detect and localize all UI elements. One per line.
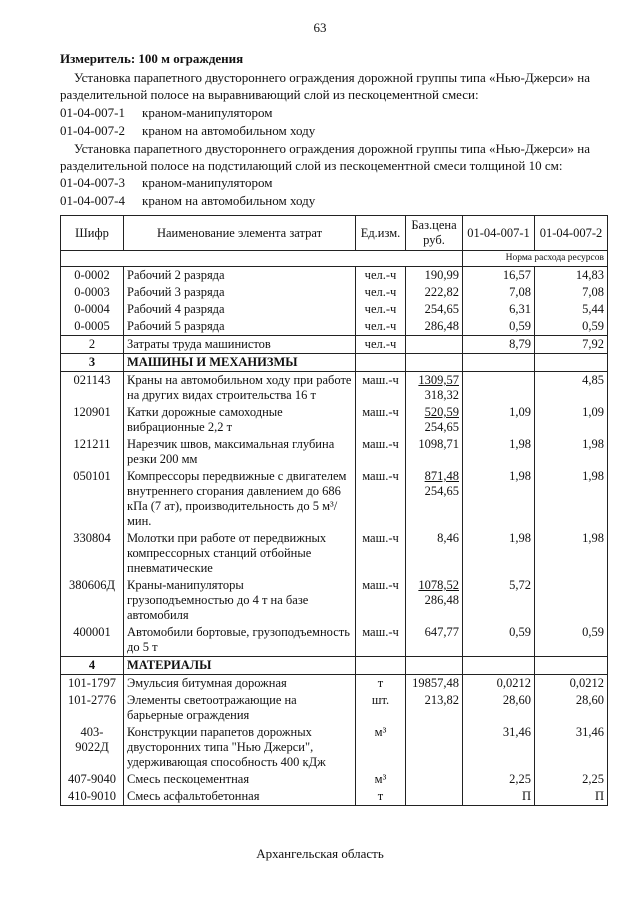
item-code: 01-04-007-1 bbox=[60, 105, 125, 120]
table-row bbox=[61, 436, 608, 468]
cell-unit: чел.-ч bbox=[356, 336, 406, 354]
cell-name: Катки дорожные самоходные вибрационные 2,2 т bbox=[124, 404, 356, 436]
section-row bbox=[61, 354, 608, 372]
cell-name: Рабочий 4 разряда bbox=[124, 301, 356, 318]
cell-unit: маш.-ч bbox=[356, 577, 406, 624]
header-name: Наименование элемента затрат bbox=[124, 216, 356, 251]
cell-unit: маш.-ч bbox=[356, 436, 406, 468]
cell-name: Компрессоры передвижные с двигателем внутреннего сгорания давлением до 686 кПа (7 ат), производительность до 5 м³/мин. bbox=[124, 468, 356, 530]
cell-value-1: 1,98 bbox=[463, 530, 535, 577]
cell-name: Краны-манипуляторы грузоподъемностью до 4 т на базе автомобиля bbox=[124, 577, 356, 624]
price-value: 286,48 bbox=[424, 319, 459, 333]
cell-code: 120901 bbox=[61, 404, 124, 436]
cell-price bbox=[406, 318, 463, 336]
table-row bbox=[61, 468, 608, 530]
cell-price bbox=[406, 301, 463, 318]
item-1-1 bbox=[60, 105, 273, 121]
cell-value-2: 0,59 bbox=[535, 318, 608, 336]
cell-code: 400001 bbox=[61, 624, 124, 657]
header-unit: Ед.изм. bbox=[356, 216, 406, 251]
price-value: 213,82 bbox=[424, 693, 459, 707]
cell-unit: чел.-ч bbox=[356, 318, 406, 336]
cell-price bbox=[406, 724, 463, 771]
item-2-2 bbox=[60, 193, 315, 209]
table-header-row bbox=[61, 216, 608, 251]
cell-code: 403-9022Д bbox=[61, 724, 124, 771]
price-value: 871,48 bbox=[424, 469, 459, 483]
norm-label: Норма расхода ресурсов bbox=[463, 251, 608, 267]
cell-code: 330804 bbox=[61, 530, 124, 577]
cell-price bbox=[406, 336, 463, 354]
cell-unit: т bbox=[356, 788, 406, 806]
description-1: Установка парапетного двустороннего ограждения дорожной группы типа «Нью-Джерси» на разделительной полосе на выравнивающий слой из пескоцементной смеси: bbox=[60, 70, 590, 102]
table-row bbox=[61, 404, 608, 436]
cell-price bbox=[406, 468, 463, 530]
footer-region: Архангельская область bbox=[256, 846, 384, 861]
cell-unit bbox=[356, 657, 406, 675]
cell-code: 410-9010 bbox=[61, 788, 124, 806]
cell-name: Нарезчик швов, максимальная глубина резки 200 мм bbox=[124, 436, 356, 468]
cell-name: Молотки при работе от передвижных компрессорных станций отбойные пневматические bbox=[124, 530, 356, 577]
cell-name: Смесь асфальтобетонная bbox=[124, 788, 356, 806]
cell-code: 407-9040 bbox=[61, 771, 124, 788]
cell-code: 380606Д bbox=[61, 577, 124, 624]
cell-price bbox=[406, 372, 463, 405]
cell-name: Краны на автомобильном ходу при работе на других видах строительства 16 т bbox=[124, 372, 356, 405]
item-code: 01-04-007-4 bbox=[60, 193, 125, 208]
price-value: 647,77 bbox=[424, 625, 459, 639]
cell-price bbox=[406, 771, 463, 788]
cell-value-1: 16,57 bbox=[463, 267, 535, 285]
cell-code: 0-0002 bbox=[61, 267, 124, 285]
table-row bbox=[61, 771, 608, 788]
price-secondary: 318,32 bbox=[424, 388, 459, 402]
cell-name: Эмульсия битумная дорожная bbox=[124, 675, 356, 693]
cell-unit: маш.-ч bbox=[356, 372, 406, 405]
cell-price bbox=[406, 530, 463, 577]
cell-value-2: 1,98 bbox=[535, 530, 608, 577]
header-code: Шифр bbox=[61, 216, 124, 251]
cell-value-1 bbox=[463, 657, 535, 675]
cell-price bbox=[406, 284, 463, 301]
item-2-1 bbox=[60, 175, 273, 191]
cell-name: МАШИНЫ И МЕХАНИЗМЫ bbox=[124, 354, 356, 372]
cell-unit: маш.-ч bbox=[356, 624, 406, 657]
price-value: 1078,52 bbox=[418, 578, 459, 592]
resource-table bbox=[60, 215, 608, 806]
header-col-1: 01-04-007-1 bbox=[463, 216, 535, 251]
cell-value-2: 1,09 bbox=[535, 404, 608, 436]
cell-value-2: П bbox=[535, 788, 608, 806]
cell-value-1 bbox=[463, 372, 535, 405]
item-text: краном на автомобильном ходу bbox=[142, 193, 316, 208]
cell-name: Элементы светоотражающие на барьерные ограждения bbox=[124, 692, 356, 724]
cell-value-1: 1,98 bbox=[463, 468, 535, 530]
cell-price bbox=[406, 657, 463, 675]
price-value: 190,99 bbox=[424, 268, 459, 282]
price-value: 19857,48 bbox=[412, 676, 459, 690]
cell-value-2: 28,60 bbox=[535, 692, 608, 724]
cell-name: Рабочий 5 разряда bbox=[124, 318, 356, 336]
cell-unit: шт. bbox=[356, 692, 406, 724]
item-code: 01-04-007-2 bbox=[60, 123, 125, 138]
cell-price bbox=[406, 577, 463, 624]
cell-value-2: 0,0212 bbox=[535, 675, 608, 693]
cell-value-1: 28,60 bbox=[463, 692, 535, 724]
cell-unit: т bbox=[356, 675, 406, 693]
norm-label-row bbox=[61, 251, 608, 267]
cell-value-2: 1,98 bbox=[535, 436, 608, 468]
cell-name: МАТЕРИАЛЫ bbox=[124, 657, 356, 675]
cell-price bbox=[406, 267, 463, 285]
cell-value-1: 6,31 bbox=[463, 301, 535, 318]
price-secondary: 254,65 bbox=[424, 420, 459, 434]
item-1-2 bbox=[60, 123, 315, 139]
price-secondary: 254,65 bbox=[424, 484, 459, 498]
price-value: 1098,71 bbox=[418, 437, 459, 451]
cell-code: 0-0003 bbox=[61, 284, 124, 301]
cell-value-2 bbox=[535, 657, 608, 675]
measure-heading: Измеритель: 100 м ограждения bbox=[60, 51, 244, 66]
cell-unit: чел.-ч bbox=[356, 301, 406, 318]
cell-name: Конструкции парапетов дорожных двусторонних типа "Нью Джерси", удерживающая способность 400 кДж bbox=[124, 724, 356, 771]
cell-code: 101-2776 bbox=[61, 692, 124, 724]
table-row bbox=[61, 301, 608, 318]
cell-code: 050101 bbox=[61, 468, 124, 530]
cell-price bbox=[406, 675, 463, 693]
cell-value-1: 0,0212 bbox=[463, 675, 535, 693]
cell-code: 0-0004 bbox=[61, 301, 124, 318]
table-row bbox=[61, 318, 608, 336]
cell-name: Смесь пескоцементная bbox=[124, 771, 356, 788]
cell-code: 2 bbox=[61, 336, 124, 354]
cell-unit: чел.-ч bbox=[356, 284, 406, 301]
table-row bbox=[61, 267, 608, 285]
cell-code: 0-0005 bbox=[61, 318, 124, 336]
price-value: 520,59 bbox=[424, 405, 459, 419]
cell-value-2: 4,85 bbox=[535, 372, 608, 405]
cell-unit: м³ bbox=[356, 724, 406, 771]
table-row bbox=[61, 675, 608, 693]
item-text: краном на автомобильном ходу bbox=[142, 123, 316, 138]
cell-value-1: 0,59 bbox=[463, 624, 535, 657]
price-value: 8,46 bbox=[437, 531, 459, 545]
cell-unit: маш.-ч bbox=[356, 530, 406, 577]
item-code: 01-04-007-3 bbox=[60, 175, 125, 190]
cell-price bbox=[406, 404, 463, 436]
cell-value-1: 1,98 bbox=[463, 436, 535, 468]
cell-value-1 bbox=[463, 354, 535, 372]
cell-code: 121211 bbox=[61, 436, 124, 468]
item-text: краном-манипулятором bbox=[142, 175, 273, 190]
header-price: Баз.цена руб. bbox=[406, 216, 463, 251]
cell-price bbox=[406, 692, 463, 724]
table-row bbox=[61, 284, 608, 301]
cell-unit: маш.-ч bbox=[356, 468, 406, 530]
cell-value-1: 2,25 bbox=[463, 771, 535, 788]
price-value: 222,82 bbox=[424, 285, 459, 299]
cell-code: 4 bbox=[61, 657, 124, 675]
cell-price bbox=[406, 788, 463, 806]
cell-price bbox=[406, 624, 463, 657]
cell-name: Рабочий 3 разряда bbox=[124, 284, 356, 301]
cell-name: Затраты труда машинистов bbox=[124, 336, 356, 354]
cell-value-2 bbox=[535, 354, 608, 372]
cell-value-2: 14,83 bbox=[535, 267, 608, 285]
cell-value-2: 5,44 bbox=[535, 301, 608, 318]
cell-value-2: 2,25 bbox=[535, 771, 608, 788]
cell-value-2: 7,92 bbox=[535, 336, 608, 354]
cell-unit: чел.-ч bbox=[356, 267, 406, 285]
price-value: 254,65 bbox=[424, 302, 459, 316]
cell-value-1: П bbox=[463, 788, 535, 806]
item-text: краном-манипулятором bbox=[142, 105, 273, 120]
table-row bbox=[61, 530, 608, 577]
table-row bbox=[61, 724, 608, 771]
cell-code: 021143 bbox=[61, 372, 124, 405]
cell-unit bbox=[356, 354, 406, 372]
section-row bbox=[61, 336, 608, 354]
cell-unit: маш.-ч bbox=[356, 404, 406, 436]
cell-value-2 bbox=[535, 577, 608, 624]
header-col-2: 01-04-007-2 bbox=[535, 216, 608, 251]
cell-price bbox=[406, 354, 463, 372]
cell-value-1: 1,09 bbox=[463, 404, 535, 436]
cell-value-2: 31,46 bbox=[535, 724, 608, 771]
description-2: Установка парапетного двустороннего ограждения дорожной группы типа «Нью-Джерси» на разделительной полосе на подстилающий слой из пескоцементной смеси толщиной 10 см: bbox=[60, 141, 590, 173]
section-row bbox=[61, 657, 608, 675]
table-row bbox=[61, 577, 608, 624]
price-value: 1309,57 bbox=[418, 373, 459, 387]
cell-value-1: 5,72 bbox=[463, 577, 535, 624]
cell-code: 3 bbox=[61, 354, 124, 372]
cell-code: 101-1797 bbox=[61, 675, 124, 693]
cell-value-1: 7,08 bbox=[463, 284, 535, 301]
cell-value-1: 8,79 bbox=[463, 336, 535, 354]
table-row bbox=[61, 372, 608, 405]
cell-unit: м³ bbox=[356, 771, 406, 788]
cell-value-2: 0,59 bbox=[535, 624, 608, 657]
table-row bbox=[61, 788, 608, 806]
table-row bbox=[61, 692, 608, 724]
cell-price bbox=[406, 436, 463, 468]
cell-name: Рабочий 2 разряда bbox=[124, 267, 356, 285]
price-secondary: 286,48 bbox=[424, 593, 459, 607]
cell-value-1: 0,59 bbox=[463, 318, 535, 336]
page-number: 63 bbox=[313, 20, 327, 35]
table-row bbox=[61, 624, 608, 657]
cell-value-1: 31,46 bbox=[463, 724, 535, 771]
cell-value-2: 1,98 bbox=[535, 468, 608, 530]
cell-name: Автомобили бортовые, грузоподъемность до 5 т bbox=[124, 624, 356, 657]
cell-value-2: 7,08 bbox=[535, 284, 608, 301]
